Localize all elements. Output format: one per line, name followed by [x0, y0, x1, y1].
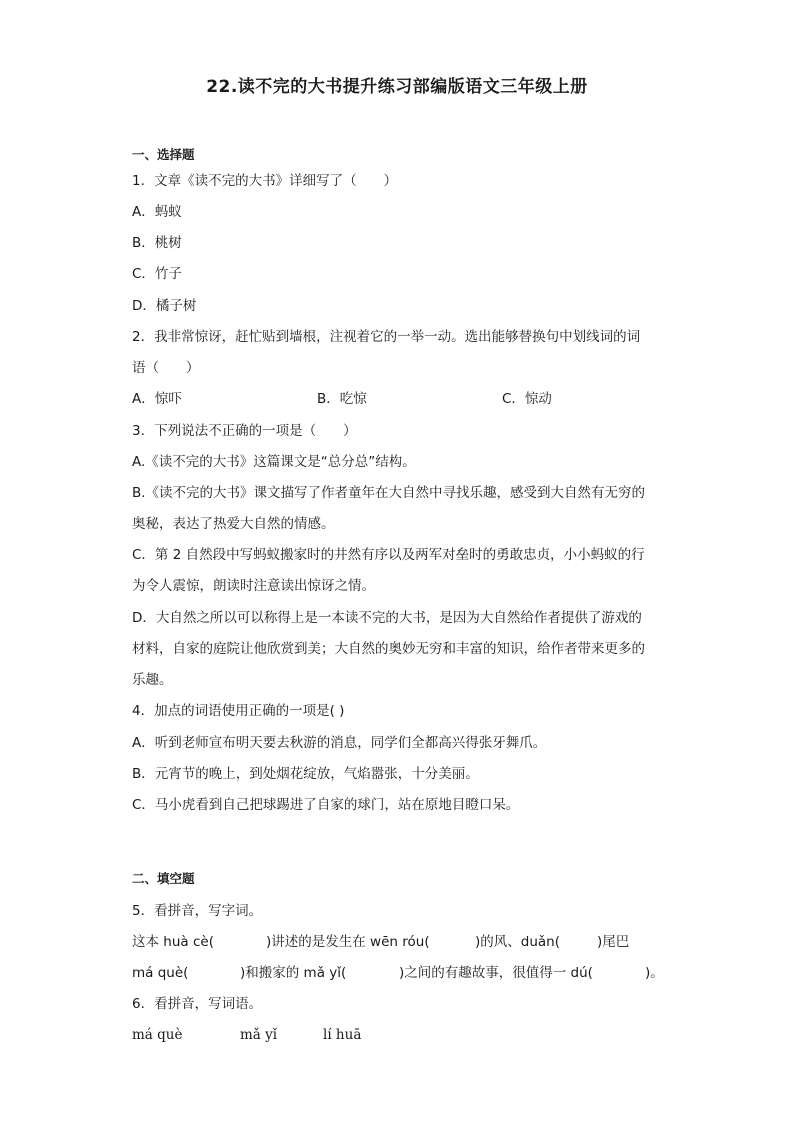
question-1-option-c: C．竹子 [132, 266, 182, 282]
question-5-line2-part-a: má què( [132, 965, 189, 981]
question-2-option-c: C．惊动 [502, 391, 552, 407]
question-3-option-b-line2: 奥秘，表达了热爱大自然的情感。 [132, 516, 335, 532]
question-5-stem: 5．看拼音，写字词。 [132, 903, 263, 919]
question-5-line2-part-d: )。 [645, 965, 664, 981]
question-2-option-b: B．吃惊 [317, 391, 367, 407]
question-5-line1-part-a: 这本 huà cè( [132, 934, 214, 950]
question-6-stem: 6．看拼音，写词语。 [132, 996, 263, 1012]
question-5-line1-part-b: )讲述的是发生在 wēn róu( [266, 934, 430, 950]
question-6-pinyin-3: lí huā [323, 1027, 362, 1043]
question-3-option-d-line1: D．大自然之所以可以称得上是一本读不完的大书，是因为大自然给作者提供了游戏的 [132, 610, 642, 626]
question-2-stem-line1: 2．我非常惊讶，赶忙贴到墙根，注视着它的一举一动。选出能够替换句中划线词的词 [132, 329, 641, 345]
question-4-option-b: B．元宵节的晚上，到处烟花绽放，气焰嚣张，十分美丽。 [132, 766, 479, 782]
question-5-line1-part-c: )的风、duǎn( [475, 934, 560, 950]
question-5-line2-part-c: )之间的有趣故事，很值得一 dú( [399, 965, 593, 981]
question-5-line2-part-b: )和搬家的 mǎ yǐ( [240, 965, 347, 981]
question-2-option-a: A．惊吓 [132, 391, 182, 407]
question-3-option-d-line3: 乐趣。 [132, 672, 173, 688]
question-4-option-c: C．马小虎看到自己把球踢进了自家的球门，站在原地目瞪口呆。 [132, 797, 520, 813]
question-3-option-a: A.《读不完的大书》这篇课文是“总分总”结构。 [132, 454, 416, 470]
question-1-stem: 1．文章《读不完的大书》详细写了（ ） [132, 173, 398, 189]
question-4-stem: 4．加点的词语使用正确的一项是( ) [132, 703, 345, 719]
section-heading-choice: 一、选择题 [132, 147, 195, 162]
question-6-pinyin-2: mǎ yǐ [240, 1027, 278, 1043]
question-2-stem-line2: 语（ ） [132, 360, 200, 376]
question-3-option-c-line2: 为令人震惊，朗读时注意读出惊讶之情。 [132, 578, 375, 594]
question-3-stem: 3．下列说法不正确的一项是（ ） [132, 423, 357, 439]
question-1-option-b: B．桃树 [132, 235, 182, 251]
question-5-line1-part-d: )尾巴 [597, 934, 630, 950]
question-4-option-a: A．听到老师宣布明天要去秋游的消息，同学们全都高兴得张牙舞爪。 [132, 735, 547, 751]
question-1-option-d: D．橘子树 [132, 298, 197, 314]
question-3-option-b-line1: B.《读不完的大书》课文描写了作者童年在大自然中寻找乐趣，感受到大自然有无穷的 [132, 485, 646, 501]
question-3-option-d-line2: 材料，自家的庭院让他欣赏到美；大自然的奥妙无穷和丰富的知识，给作者带来更多的 [132, 641, 645, 657]
question-6-pinyin-1: má què [132, 1027, 183, 1043]
question-3-option-c-line1: C．第 2 自然段中写蚂蚁搬家时的井然有序以及两军对垒时的勇敢忠贞，小小蚂蚁的行 [132, 547, 645, 563]
page-title: 22.读不完的大书提升练习部编版语文三年级上册 [206, 77, 588, 97]
question-1-option-a: A．蚂蚁 [132, 204, 182, 220]
section-heading-fill: 二、填空题 [132, 871, 195, 886]
